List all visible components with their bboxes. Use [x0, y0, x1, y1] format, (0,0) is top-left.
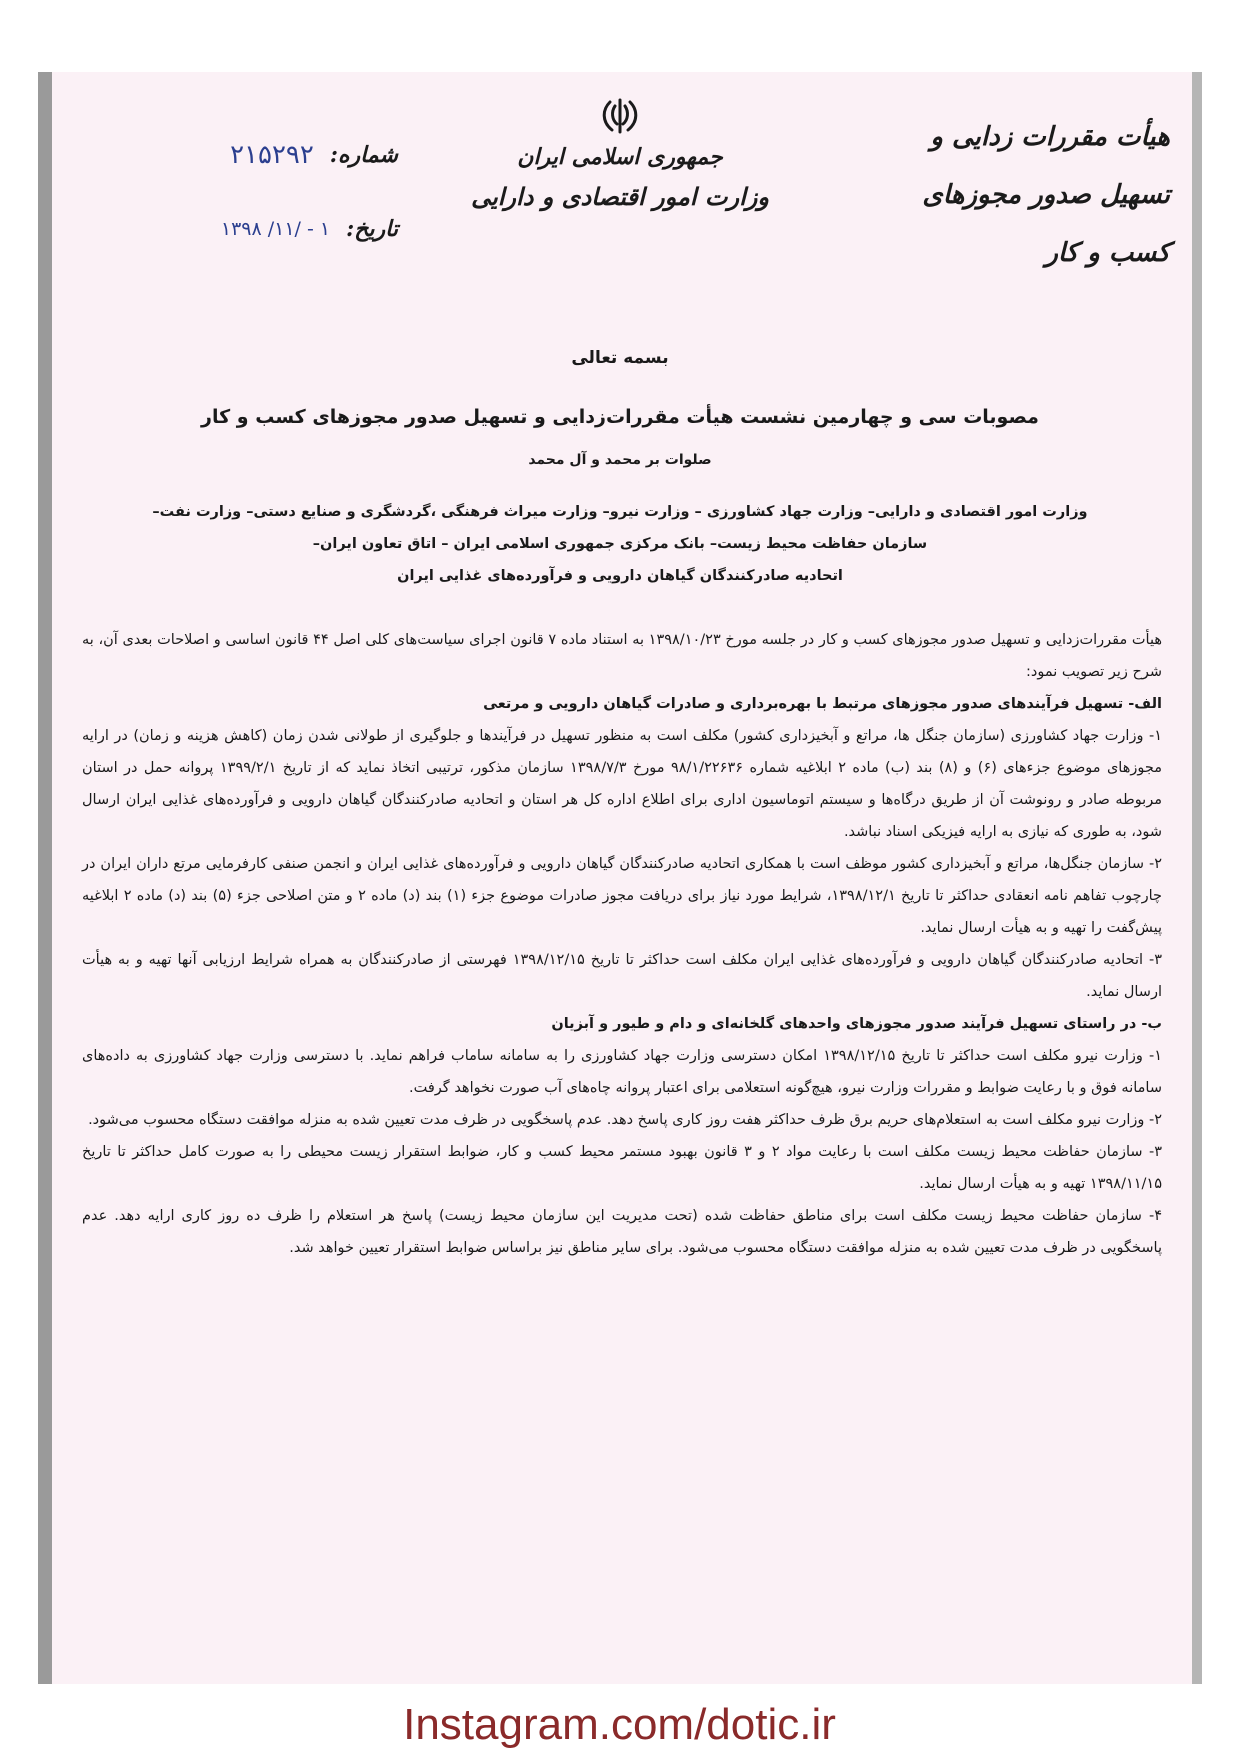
section-b-item: ۳- سازمان حفاظت محیط زیست مکلف است با رعایت مواد ۲ و ۳ قانون بهبود مستمر محیط کسب و کار، ضوابط استقرار زیست محیطی را به صورت کامل حداکثر تا تاریخ ۱۳۹۸/۱۱/۱۵ تهیه و به هیأت ارسال نماید.: [82, 1144, 1162, 1192]
number-value: ۲۱۵۲۹۲: [230, 140, 314, 170]
date-row: [98, 192, 398, 266]
document-sheet: [38, 72, 1202, 1684]
section-b-heading: ب- در راستای تسهیل فرآیند صدور مجوزهای واحدهای گلخانه‌ای و دام و طیور و آبزیان: [551, 1016, 1162, 1032]
recipients-line: وزارت امور اقتصادی و دارایی– وزارت جهاد کشاورزی – وزارت نیرو– وزارت میراث فرهنگی ،گردشگری و صنایع دستی– وزارت نفت–: [152, 504, 1088, 520]
section-b-item: ۲- وزارت نیرو مکلف است به استعلام‌های حریم برق ظرف حداکثر هفت روز کاری پاسخ دهد. عدم پاسخگویی در ظرف مدت تعیین شده به منزله موافقت دستگاه محسوب می‌شود.: [88, 1112, 1162, 1128]
number-row: [98, 118, 398, 192]
document-body: [82, 624, 1162, 1264]
intro-paragraph: هیأت مقررات‌زدایی و تسهیل صدور مجوزهای کسب و کار در جلسه مورخ ۱۳۹۸/۱۰/۲۳ به استناد ماده ۷ قانون اجرای سیاست‌های کلی اصل ۴۴ قانون اساسی و اصلاحات بعدی آن، به شرح زیر تصویب نمود:: [82, 632, 1162, 680]
section-a-item: ۳- اتحادیه صادرکنندگان گیاهان دارویی و فرآورده‌های غذایی ایران مکلف است حداکثر تا تاریخ ۱۳۹۸/۱۲/۱۵ فهرستی از صادرکنندگان به همراه شرایط ارزیابی آنها تهیه و به هیأت ارسال نماید.: [82, 952, 1162, 1000]
country-name: جمهوری اسلامی ایران: [517, 144, 723, 170]
number-label: شماره:: [329, 142, 398, 168]
recipients-line: سازمان حفاظت محیط زیست– بانک مرکزی جمهوری اسلامی ایران – اتاق تعاون ایران–: [312, 536, 928, 552]
organization-line-1: هیأت مقررات زدایی و: [930, 122, 1170, 152]
document-title: مصوبات سی و چهارمین نشست هیأت مقررات‌زدایی و تسهیل صدور مجوزهای کسب و کار: [201, 406, 1039, 428]
scan-edge-left: [38, 72, 52, 1684]
salawat-line: صلوات بر محمد و آل محمد: [528, 452, 712, 468]
ministry-name: وزارت امور اقتصادی و دارایی: [471, 182, 769, 211]
section-a-item: ۲- سازمان جنگل‌ها، مراتع و آبخیزداری کشور موظف است با همکاری اتحادیه صادرکنندگان گیاهان دارویی و فرآورده‌های غذایی ایران و انجمن صنفی کارفرمایی مرتع داران ایران در چارچوب تفاهم نامه انعقادی حداکثر تا تاریخ ۱۳۹۸/۱۲/۱، شرایط مورد نیاز برای دریافت مجوز صادرات موضوع جزء (۱) بند (د) ماده ۲ و متن اصلاحی جزء (۵) بند (د) ماده ۲ ابلاغیه پیش‌گفت را تهیه و به هیأت ارسال نماید.: [82, 856, 1162, 936]
section-a-item: ۱- وزارت جهاد کشاورزی (سازمان جنگل ها، مراتع و آبخیزداری کشور) مکلف است به منظور تسهیل در فرآیندها و جلوگیری از طولانی شدن زمان (کاهش هزینه و زمان) در ارایه مجوزهای موضوع جزءهای (۶) و (۸) بند (ب) ماده ۲ ابلاغیه شماره ۹۸/۱/۲۲۶۳۶ مورخ ۱۳۹۸/۷/۳ سازمان مذکور، ترتیبی اتخاذ نماید که از تاریخ ۱۳۹۹/۲/۱ پروانه حمل در استان مربوطه صادر و رونوشت آن از طریق درگاه‌ها و سیستم اتوماسیون اداری برای اطلاع اداره کل هر استان و اتحادیه صادرکنندگان گیاهان دارویی و فرآورده‌های غذایی ایران ارسال شود، به طوری که نیازی به ارایه فیزیکی اسناد نباشد.: [82, 728, 1162, 840]
scan-edge-right: [1192, 72, 1202, 1684]
letter-metadata: [98, 118, 398, 266]
recipients-line: اتحادیه صادرکنندگان گیاهان دارویی و فرآورده‌های غذایی ایران: [397, 568, 843, 584]
bismillah: بسمه تعالی: [571, 348, 669, 368]
section-b-item: ۱- وزارت نیرو مکلف است حداکثر تا تاریخ ۱۳۹۸/۱۲/۱۵ امکان دسترسی وزارت جهاد کشاورزی را به سامانه ساماب فراهم نماید. با دسترسی وزارت جهاد کشاورزی به داده‌های سامانه فوق و با رعایت ضوابط و مقررات وزارت نیرو، هیچ‌گونه استعلامی برای اعتبار پروانه چاه‌های آب صورت نخواهد گرفت.: [82, 1048, 1162, 1096]
iran-emblem-icon: [598, 94, 642, 138]
footer-url: Instagram.com/dotic.ir: [403, 1700, 836, 1749]
recipients: [78, 496, 1162, 592]
organization-line-2: تسهیل صدور مجوزهای کسب و کار: [922, 180, 1170, 268]
section-b-item: ۴- سازمان حفاظت محیط زیست مکلف است برای مناطق حفاظت شده (تحت مدیریت این سازمان محیط زیست) پاسخ هر استعلام را ظرف ده روز کاری ارایه دهد. عدم پاسخگویی در ظرف مدت تعیین شده به منزله موافقت دستگاه محسوب می‌شود. برای سایر مناطق نیز براساس ضوابط استقرار تعیین خواهد شد.: [82, 1208, 1162, 1256]
date-label: تاریخ:: [346, 216, 398, 242]
date-value: ۱۳۹۸ /۱۱/ - ۱: [220, 218, 331, 240]
section-a-heading: الف- تسهیل فرآیندهای صدور مجوزهای مرتبط با بهره‌برداری و صادرات گیاهان دارویی و مرتعی: [483, 696, 1162, 712]
